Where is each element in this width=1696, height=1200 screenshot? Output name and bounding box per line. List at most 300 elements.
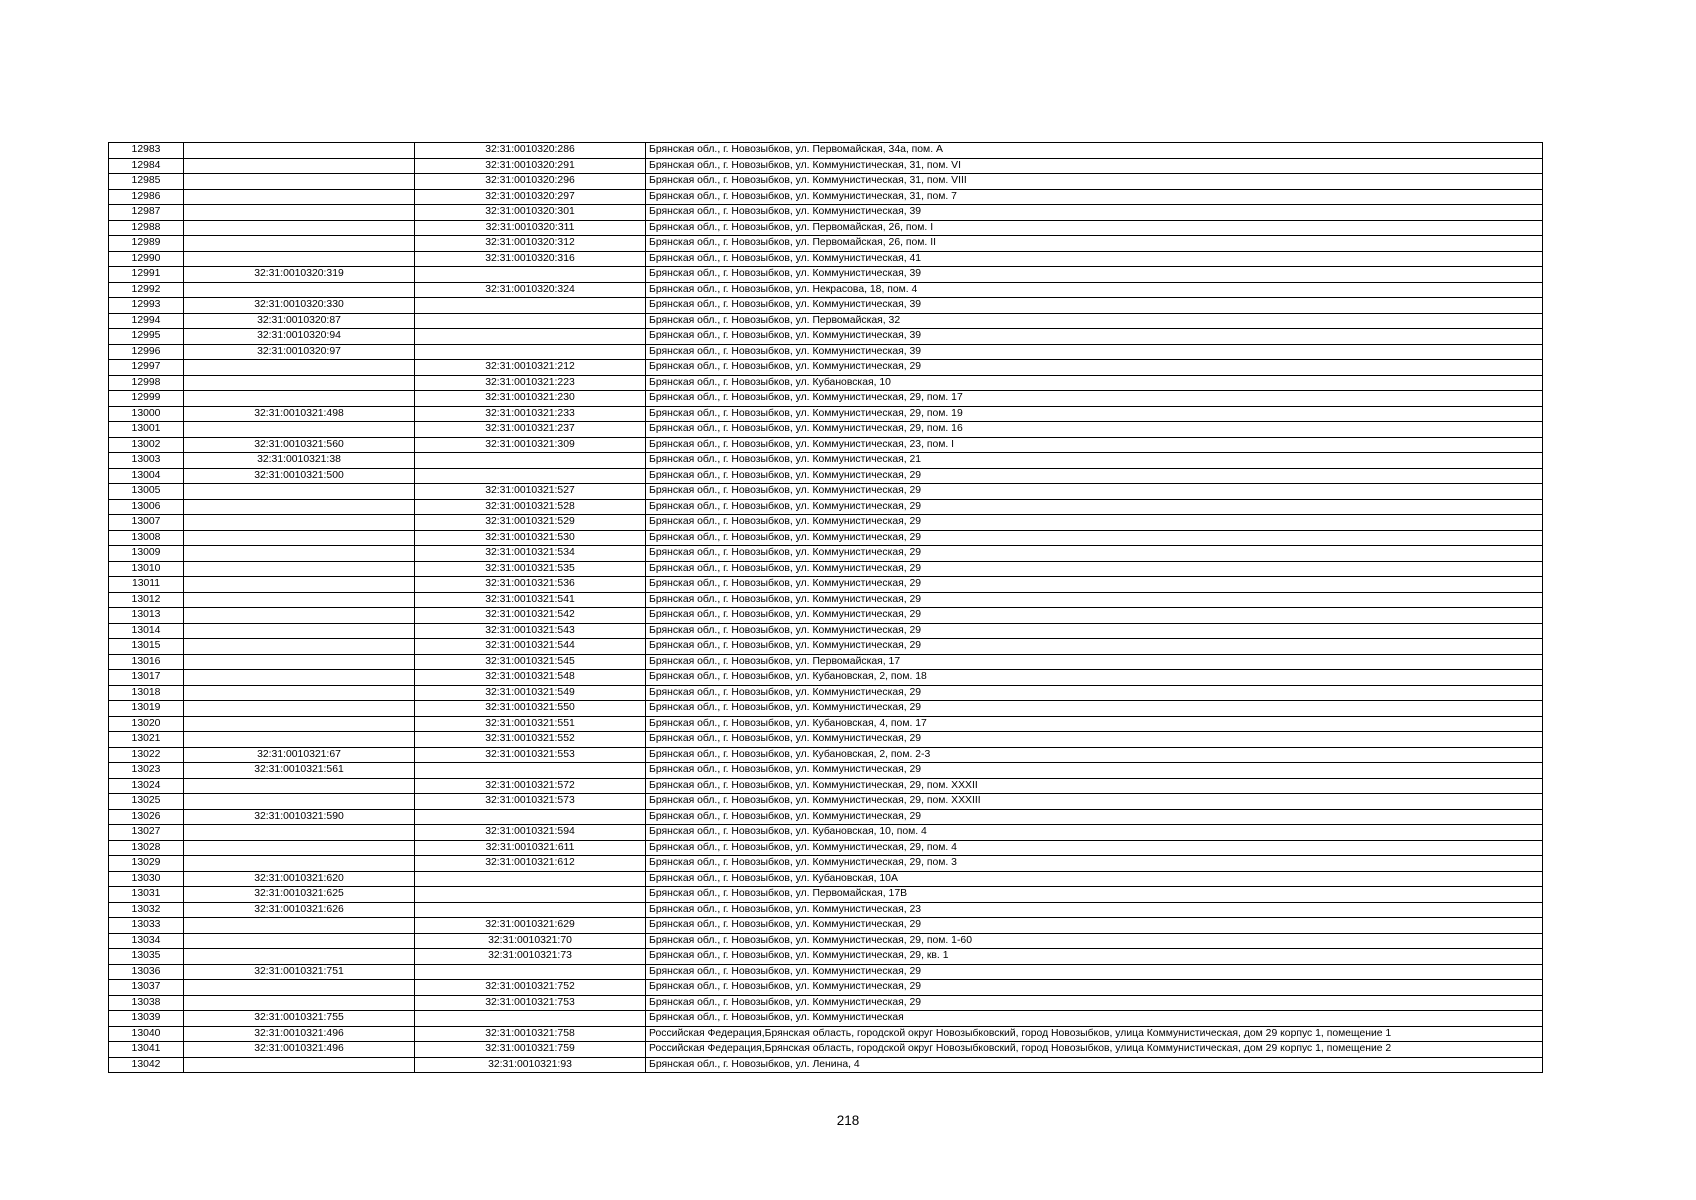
row-number-cell: 12995 — [109, 329, 184, 345]
address-cell: Брянская обл., г. Новозыбков, ул. Коммунистическая, 29, пом. XXXIII — [646, 794, 1543, 810]
table-row — [109, 887, 1543, 903]
row-number-cell: 12994 — [109, 313, 184, 329]
address-cell: Брянская обл., г. Новозыбков, ул. Коммунистическая, 23 — [646, 902, 1543, 918]
address-cell: Брянская обл., г. Новозыбков, ул. Кубановская, 10 — [646, 375, 1543, 391]
address-cell: Брянская обл., г. Новозыбков, ул. Кубановская, 4, пом. 17 — [646, 716, 1543, 732]
row-number-cell: 13034 — [109, 933, 184, 949]
address-cell: Брянская обл., г. Новозыбков, ул. Коммунистическая, 29, пом. 19 — [646, 406, 1543, 422]
building-cadastral-number-cell — [415, 871, 646, 887]
land-cadastral-number-cell: 32:31:0010320:330 — [184, 298, 415, 314]
land-cadastral-number-cell: 32:31:0010321:67 — [184, 747, 415, 763]
table-row — [109, 329, 1543, 345]
table-row — [109, 143, 1543, 159]
row-number-cell: 12991 — [109, 267, 184, 283]
table-row — [109, 267, 1543, 283]
land-cadastral-number-cell — [184, 174, 415, 190]
table-row — [109, 220, 1543, 236]
address-cell: Брянская обл., г. Новозыбков, ул. Коммунистическая, 29 — [646, 809, 1543, 825]
row-number-cell: 13039 — [109, 1011, 184, 1027]
address-cell: Брянская обл., г. Новозыбков, ул. Коммунистическая, 41 — [646, 251, 1543, 267]
land-cadastral-number-cell — [184, 530, 415, 546]
building-cadastral-number-cell: 32:31:0010321:233 — [415, 406, 646, 422]
land-cadastral-number-cell — [184, 918, 415, 934]
land-cadastral-number-cell: 32:31:0010321:500 — [184, 468, 415, 484]
building-cadastral-number-cell: 32:31:0010321:212 — [415, 360, 646, 376]
land-cadastral-number-cell: 32:31:0010321:590 — [184, 809, 415, 825]
building-cadastral-number-cell — [415, 1011, 646, 1027]
building-cadastral-number-cell — [415, 763, 646, 779]
address-cell: Брянская обл., г. Новозыбков, ул. Коммунистическая — [646, 1011, 1543, 1027]
land-cadastral-number-cell: 32:31:0010321:751 — [184, 964, 415, 980]
table-row — [109, 174, 1543, 190]
address-cell: Брянская обл., г. Новозыбков, ул. Коммунистическая, 29 — [646, 623, 1543, 639]
land-cadastral-number-cell — [184, 561, 415, 577]
land-cadastral-number-cell: 32:31:0010321:560 — [184, 437, 415, 453]
land-cadastral-number-cell — [184, 546, 415, 562]
building-cadastral-number-cell: 32:31:0010321:553 — [415, 747, 646, 763]
table-row — [109, 546, 1543, 562]
row-number-cell: 13035 — [109, 949, 184, 965]
row-number-cell: 12987 — [109, 205, 184, 221]
address-cell: Брянская обл., г. Новозыбков, ул. Первомайская, 32 — [646, 313, 1543, 329]
row-number-cell: 12990 — [109, 251, 184, 267]
address-cell: Брянская обл., г. Новозыбков, ул. Коммунистическая, 29, пом. 16 — [646, 422, 1543, 438]
address-cell: Брянская обл., г. Новозыбков, ул. Коммунистическая, 39 — [646, 344, 1543, 360]
table-row — [109, 918, 1543, 934]
table-row — [109, 809, 1543, 825]
row-number-cell: 13001 — [109, 422, 184, 438]
building-cadastral-number-cell — [415, 313, 646, 329]
table-row — [109, 1057, 1543, 1073]
address-cell: Брянская обл., г. Новозыбков, ул. Коммунистическая, 29 — [646, 763, 1543, 779]
row-number-cell: 13007 — [109, 515, 184, 531]
building-cadastral-number-cell: 32:31:0010321:542 — [415, 608, 646, 624]
row-number-cell: 12999 — [109, 391, 184, 407]
table-row — [109, 313, 1543, 329]
land-cadastral-number-cell — [184, 205, 415, 221]
table-row — [109, 670, 1543, 686]
table-row — [109, 360, 1543, 376]
address-cell: Брянская обл., г. Новозыбков, ул. Коммунистическая, 29, пом. 3 — [646, 856, 1543, 872]
table-row — [109, 1026, 1543, 1042]
row-number-cell: 13023 — [109, 763, 184, 779]
address-cell: Брянская обл., г. Новозыбков, ул. Коммунистическая, 29 — [646, 608, 1543, 624]
table-row — [109, 1011, 1543, 1027]
table-row — [109, 732, 1543, 748]
row-number-cell: 12984 — [109, 158, 184, 174]
row-number-cell: 13002 — [109, 437, 184, 453]
row-number-cell: 12983 — [109, 143, 184, 159]
table-row — [109, 856, 1543, 872]
building-cadastral-number-cell: 32:31:0010321:541 — [415, 592, 646, 608]
table-row — [109, 298, 1543, 314]
building-cadastral-number-cell: 32:31:0010321:543 — [415, 623, 646, 639]
building-cadastral-number-cell: 32:31:0010321:758 — [415, 1026, 646, 1042]
land-cadastral-number-cell: 32:31:0010321:561 — [184, 763, 415, 779]
row-number-cell: 13017 — [109, 670, 184, 686]
row-number-cell: 12988 — [109, 220, 184, 236]
address-cell: Брянская обл., г. Новозыбков, ул. Коммунистическая, 29 — [646, 980, 1543, 996]
table-row — [109, 902, 1543, 918]
row-number-cell: 13038 — [109, 995, 184, 1011]
land-cadastral-number-cell — [184, 143, 415, 159]
row-number-cell: 13011 — [109, 577, 184, 593]
table-row — [109, 391, 1543, 407]
row-number-cell: 13033 — [109, 918, 184, 934]
table-row — [109, 205, 1543, 221]
land-cadastral-number-cell — [184, 608, 415, 624]
building-cadastral-number-cell — [415, 887, 646, 903]
address-cell: Брянская обл., г. Новозыбков, ул. Коммунистическая, 21 — [646, 453, 1543, 469]
row-number-cell: 12986 — [109, 189, 184, 205]
land-cadastral-number-cell — [184, 794, 415, 810]
land-cadastral-number-cell — [184, 732, 415, 748]
building-cadastral-number-cell: 32:31:0010320:316 — [415, 251, 646, 267]
table-row — [109, 484, 1543, 500]
row-number-cell: 13016 — [109, 654, 184, 670]
table-row — [109, 1042, 1543, 1058]
address-cell: Брянская обл., г. Новозыбков, ул. Некрасова, 18, пом. 4 — [646, 282, 1543, 298]
land-cadastral-number-cell — [184, 236, 415, 252]
table-row — [109, 530, 1543, 546]
building-cadastral-number-cell: 32:31:0010321:534 — [415, 546, 646, 562]
row-number-cell: 13024 — [109, 778, 184, 794]
address-cell: Брянская обл., г. Новозыбков, ул. Коммунистическая, 31, пом. VIII — [646, 174, 1543, 190]
building-cadastral-number-cell: 32:31:0010320:297 — [415, 189, 646, 205]
land-cadastral-number-cell — [184, 251, 415, 267]
row-number-cell: 13027 — [109, 825, 184, 841]
building-cadastral-number-cell: 32:31:0010321:529 — [415, 515, 646, 531]
land-cadastral-number-cell — [184, 980, 415, 996]
table-row — [109, 561, 1543, 577]
table-row — [109, 608, 1543, 624]
row-number-cell: 12992 — [109, 282, 184, 298]
row-number-cell: 13041 — [109, 1042, 184, 1058]
row-number-cell: 13005 — [109, 484, 184, 500]
row-number-cell: 13025 — [109, 794, 184, 810]
address-cell: Брянская обл., г. Новозыбков, ул. Коммунистическая, 31, пом. VI — [646, 158, 1543, 174]
address-cell: Брянская обл., г. Новозыбков, ул. Коммунистическая, 29 — [646, 685, 1543, 701]
land-cadastral-number-cell — [184, 716, 415, 732]
page-number: 218 — [836, 1113, 860, 1128]
building-cadastral-number-cell: 32:31:0010321:73 — [415, 949, 646, 965]
table-row — [109, 592, 1543, 608]
land-cadastral-number-cell — [184, 654, 415, 670]
row-number-cell: 13004 — [109, 468, 184, 484]
row-number-cell: 13021 — [109, 732, 184, 748]
row-number-cell: 13030 — [109, 871, 184, 887]
building-cadastral-number-cell: 32:31:0010321:550 — [415, 701, 646, 717]
table-row — [109, 236, 1543, 252]
land-cadastral-number-cell — [184, 949, 415, 965]
row-number-cell: 12997 — [109, 360, 184, 376]
table-row — [109, 623, 1543, 639]
land-cadastral-number-cell — [184, 375, 415, 391]
land-cadastral-number-cell — [184, 360, 415, 376]
address-cell: Брянская обл., г. Новозыбков, ул. Кубановская, 2, пом. 2-3 — [646, 747, 1543, 763]
land-cadastral-number-cell — [184, 856, 415, 872]
table-row — [109, 980, 1543, 996]
table-row — [109, 453, 1543, 469]
table-row — [109, 763, 1543, 779]
address-cell: Брянская обл., г. Новозыбков, ул. Коммунистическая, 29 — [646, 515, 1543, 531]
land-cadastral-number-cell — [184, 639, 415, 655]
building-cadastral-number-cell — [415, 453, 646, 469]
building-cadastral-number-cell: 32:31:0010321:552 — [415, 732, 646, 748]
row-number-cell: 13015 — [109, 639, 184, 655]
building-cadastral-number-cell: 32:31:0010321:612 — [415, 856, 646, 872]
building-cadastral-number-cell — [415, 964, 646, 980]
building-cadastral-number-cell: 32:31:0010321:759 — [415, 1042, 646, 1058]
address-cell: Российская Федерация,Брянская область, городской округ Новозыбковский, город Новозыбков, улица Коммунистическая, дом 29 корпус 1, помещение 1 — [646, 1026, 1543, 1042]
address-cell: Брянская обл., г. Новозыбков, ул. Кубановская, 10, пом. 4 — [646, 825, 1543, 841]
land-cadastral-number-cell — [184, 778, 415, 794]
table-row — [109, 871, 1543, 887]
table-row — [109, 716, 1543, 732]
building-cadastral-number-cell — [415, 329, 646, 345]
row-number-cell: 12993 — [109, 298, 184, 314]
table-row — [109, 282, 1543, 298]
land-cadastral-number-cell — [184, 592, 415, 608]
building-cadastral-number-cell: 32:31:0010321:93 — [415, 1057, 646, 1073]
land-cadastral-number-cell — [184, 623, 415, 639]
row-number-cell: 13019 — [109, 701, 184, 717]
row-number-cell: 13040 — [109, 1026, 184, 1042]
table-row — [109, 577, 1543, 593]
table-row — [109, 949, 1543, 965]
building-cadastral-number-cell: 32:31:0010321:545 — [415, 654, 646, 670]
registry-table-body — [109, 143, 1543, 1073]
land-cadastral-number-cell: 32:31:0010321:626 — [184, 902, 415, 918]
land-cadastral-number-cell: 32:31:0010321:620 — [184, 871, 415, 887]
land-cadastral-number-cell — [184, 158, 415, 174]
land-cadastral-number-cell: 32:31:0010321:755 — [184, 1011, 415, 1027]
address-cell: Российская Федерация,Брянская область, городской округ Новозыбковский, город Новозыбков, улица Коммунистическая, дом 29 корпус 1, помещение 2 — [646, 1042, 1543, 1058]
building-cadastral-number-cell: 32:31:0010321:536 — [415, 577, 646, 593]
building-cadastral-number-cell: 32:31:0010321:549 — [415, 685, 646, 701]
address-cell: Брянская обл., г. Новозыбков, ул. Коммунистическая, 31, пом. 7 — [646, 189, 1543, 205]
address-cell: Брянская обл., г. Новозыбков, ул. Первомайская, 34а, пом. А — [646, 143, 1543, 159]
building-cadastral-number-cell: 32:31:0010321:611 — [415, 840, 646, 856]
table-row — [109, 639, 1543, 655]
address-cell: Брянская обл., г. Новозыбков, ул. Коммунистическая, 29 — [646, 546, 1543, 562]
address-cell: Брянская обл., г. Новозыбков, ул. Коммунистическая, 29 — [646, 592, 1543, 608]
address-cell: Брянская обл., г. Новозыбков, ул. Коммунистическая, 29 — [646, 468, 1543, 484]
address-cell: Брянская обл., г. Новозыбков, ул. Коммунистическая, 29, кв. 1 — [646, 949, 1543, 965]
land-cadastral-number-cell — [184, 825, 415, 841]
address-cell: Брянская обл., г. Новозыбков, ул. Коммунистическая, 39 — [646, 205, 1543, 221]
table-row — [109, 468, 1543, 484]
land-cadastral-number-cell: 32:31:0010321:498 — [184, 406, 415, 422]
building-cadastral-number-cell: 32:31:0010321:752 — [415, 980, 646, 996]
land-cadastral-number-cell — [184, 1057, 415, 1073]
address-cell: Брянская обл., г. Новозыбков, ул. Ленина, 4 — [646, 1057, 1543, 1073]
address-cell: Брянская обл., г. Новозыбков, ул. Коммунистическая, 29 — [646, 499, 1543, 515]
building-cadastral-number-cell: 32:31:0010321:223 — [415, 375, 646, 391]
land-cadastral-number-cell — [184, 499, 415, 515]
address-cell: Брянская обл., г. Новозыбков, ул. Коммунистическая, 29 — [646, 360, 1543, 376]
address-cell: Брянская обл., г. Новозыбков, ул. Первомайская, 26, пом. I — [646, 220, 1543, 236]
land-cadastral-number-cell: 32:31:0010320:319 — [184, 267, 415, 283]
building-cadastral-number-cell — [415, 902, 646, 918]
land-cadastral-number-cell — [184, 670, 415, 686]
table-row — [109, 995, 1543, 1011]
table-row — [109, 794, 1543, 810]
row-number-cell: 13000 — [109, 406, 184, 422]
building-cadastral-number-cell — [415, 267, 646, 283]
building-cadastral-number-cell: 32:31:0010320:301 — [415, 205, 646, 221]
building-cadastral-number-cell: 32:31:0010321:535 — [415, 561, 646, 577]
table-row — [109, 515, 1543, 531]
building-cadastral-number-cell: 32:31:0010321:544 — [415, 639, 646, 655]
building-cadastral-number-cell: 32:31:0010321:594 — [415, 825, 646, 841]
address-cell: Брянская обл., г. Новозыбков, ул. Коммунистическая, 29, пом. XXXII — [646, 778, 1543, 794]
row-number-cell: 13008 — [109, 530, 184, 546]
building-cadastral-number-cell: 32:31:0010320:296 — [415, 174, 646, 190]
building-cadastral-number-cell — [415, 809, 646, 825]
table-row — [109, 825, 1543, 841]
land-cadastral-number-cell: 32:31:0010321:496 — [184, 1026, 415, 1042]
address-cell: Брянская обл., г. Новозыбков, ул. Коммунистическая, 29 — [646, 918, 1543, 934]
building-cadastral-number-cell: 32:31:0010321:548 — [415, 670, 646, 686]
row-number-cell: 12998 — [109, 375, 184, 391]
row-number-cell: 13014 — [109, 623, 184, 639]
table-row — [109, 437, 1543, 453]
address-cell: Брянская обл., г. Новозыбков, ул. Коммунистическая, 29 — [646, 732, 1543, 748]
building-cadastral-number-cell: 32:31:0010320:324 — [415, 282, 646, 298]
address-cell: Брянская обл., г. Новозыбков, ул. Коммунистическая, 23, пом. I — [646, 437, 1543, 453]
row-number-cell: 12989 — [109, 236, 184, 252]
land-cadastral-number-cell: 32:31:0010320:94 — [184, 329, 415, 345]
address-cell: Брянская обл., г. Новозыбков, ул. Кубановская, 10А — [646, 871, 1543, 887]
table-row — [109, 654, 1543, 670]
building-cadastral-number-cell: 32:31:0010320:291 — [415, 158, 646, 174]
address-cell: Брянская обл., г. Новозыбков, ул. Первомайская, 26, пом. II — [646, 236, 1543, 252]
land-cadastral-number-cell — [184, 515, 415, 531]
building-cadastral-number-cell: 32:31:0010321:551 — [415, 716, 646, 732]
row-number-cell: 13037 — [109, 980, 184, 996]
row-number-cell: 13032 — [109, 902, 184, 918]
land-cadastral-number-cell: 32:31:0010320:87 — [184, 313, 415, 329]
table-row — [109, 158, 1543, 174]
address-cell: Брянская обл., г. Новозыбков, ул. Коммунистическая, 29 — [646, 639, 1543, 655]
address-cell: Брянская обл., г. Новозыбков, ул. Коммунистическая, 29 — [646, 484, 1543, 500]
building-cadastral-number-cell — [415, 298, 646, 314]
building-cadastral-number-cell: 32:31:0010320:286 — [415, 143, 646, 159]
address-cell: Брянская обл., г. Новозыбков, ул. Коммунистическая, 29 — [646, 561, 1543, 577]
building-cadastral-number-cell — [415, 344, 646, 360]
building-cadastral-number-cell: 32:31:0010321:629 — [415, 918, 646, 934]
address-cell: Брянская обл., г. Новозыбков, ул. Коммунистическая, 39 — [646, 267, 1543, 283]
land-cadastral-number-cell — [184, 933, 415, 949]
row-number-cell: 13003 — [109, 453, 184, 469]
land-cadastral-number-cell — [184, 840, 415, 856]
land-cadastral-number-cell — [184, 701, 415, 717]
row-number-cell: 13012 — [109, 592, 184, 608]
land-cadastral-number-cell — [184, 995, 415, 1011]
address-cell: Брянская обл., г. Новозыбков, ул. Кубановская, 2, пом. 18 — [646, 670, 1543, 686]
row-number-cell: 13029 — [109, 856, 184, 872]
table-row — [109, 964, 1543, 980]
land-cadastral-number-cell: 32:31:0010321:38 — [184, 453, 415, 469]
row-number-cell: 13013 — [109, 608, 184, 624]
row-number-cell: 13031 — [109, 887, 184, 903]
land-cadastral-number-cell — [184, 391, 415, 407]
row-number-cell: 13022 — [109, 747, 184, 763]
row-number-cell: 13009 — [109, 546, 184, 562]
table-row — [109, 189, 1543, 205]
building-cadastral-number-cell: 32:31:0010321:70 — [415, 933, 646, 949]
address-cell: Брянская обл., г. Новозыбков, ул. Коммунистическая, 29 — [646, 577, 1543, 593]
row-number-cell: 13020 — [109, 716, 184, 732]
building-cadastral-number-cell: 32:31:0010321:572 — [415, 778, 646, 794]
land-cadastral-number-cell — [184, 422, 415, 438]
land-cadastral-number-cell: 32:31:0010320:97 — [184, 344, 415, 360]
building-cadastral-number-cell: 32:31:0010321:573 — [415, 794, 646, 810]
address-cell: Брянская обл., г. Новозыбков, ул. Коммунистическая, 29, пом. 4 — [646, 840, 1543, 856]
address-cell: Брянская обл., г. Новозыбков, ул. Коммунистическая, 39 — [646, 298, 1543, 314]
address-cell: Брянская обл., г. Новозыбков, ул. Коммунистическая, 29 — [646, 701, 1543, 717]
address-cell: Брянская обл., г. Новозыбков, ул. Коммунистическая, 39 — [646, 329, 1543, 345]
land-cadastral-number-cell — [184, 577, 415, 593]
land-cadastral-number-cell: 32:31:0010321:496 — [184, 1042, 415, 1058]
table-row — [109, 933, 1543, 949]
table-row — [109, 251, 1543, 267]
building-cadastral-number-cell: 32:31:0010321:528 — [415, 499, 646, 515]
building-cadastral-number-cell: 32:31:0010321:530 — [415, 530, 646, 546]
table-row — [109, 422, 1543, 438]
registry-table — [108, 142, 1543, 1073]
address-cell: Брянская обл., г. Новозыбков, ул. Коммунистическая, 29, пом. 1-60 — [646, 933, 1543, 949]
row-number-cell: 13006 — [109, 499, 184, 515]
building-cadastral-number-cell: 32:31:0010321:237 — [415, 422, 646, 438]
building-cadastral-number-cell: 32:31:0010320:311 — [415, 220, 646, 236]
building-cadastral-number-cell: 32:31:0010321:527 — [415, 484, 646, 500]
land-cadastral-number-cell — [184, 282, 415, 298]
table-row — [109, 747, 1543, 763]
address-cell: Брянская обл., г. Новозыбков, ул. Первомайская, 17 — [646, 654, 1543, 670]
row-number-cell: 13010 — [109, 561, 184, 577]
address-cell: Брянская обл., г. Новозыбков, ул. Коммунистическая, 29 — [646, 995, 1543, 1011]
building-cadastral-number-cell: 32:31:0010321:309 — [415, 437, 646, 453]
row-number-cell: 12985 — [109, 174, 184, 190]
building-cadastral-number-cell: 32:31:0010320:312 — [415, 236, 646, 252]
land-cadastral-number-cell: 32:31:0010321:625 — [184, 887, 415, 903]
row-number-cell: 13042 — [109, 1057, 184, 1073]
building-cadastral-number-cell — [415, 468, 646, 484]
land-cadastral-number-cell — [184, 685, 415, 701]
table-row — [109, 406, 1543, 422]
row-number-cell: 12996 — [109, 344, 184, 360]
land-cadastral-number-cell — [184, 484, 415, 500]
table-row — [109, 840, 1543, 856]
table-row — [109, 375, 1543, 391]
address-cell: Брянская обл., г. Новозыбков, ул. Коммунистическая, 29 — [646, 530, 1543, 546]
row-number-cell: 13028 — [109, 840, 184, 856]
table-row — [109, 344, 1543, 360]
address-cell: Брянская обл., г. Новозыбков, ул. Коммунистическая, 29 — [646, 964, 1543, 980]
table-row — [109, 685, 1543, 701]
address-cell: Брянская обл., г. Новозыбков, ул. Коммунистическая, 29, пом. 17 — [646, 391, 1543, 407]
land-cadastral-number-cell — [184, 220, 415, 236]
row-number-cell: 13026 — [109, 809, 184, 825]
table-row — [109, 778, 1543, 794]
row-number-cell: 13036 — [109, 964, 184, 980]
table-row — [109, 499, 1543, 515]
row-number-cell: 13018 — [109, 685, 184, 701]
building-cadastral-number-cell: 32:31:0010321:753 — [415, 995, 646, 1011]
building-cadastral-number-cell: 32:31:0010321:230 — [415, 391, 646, 407]
